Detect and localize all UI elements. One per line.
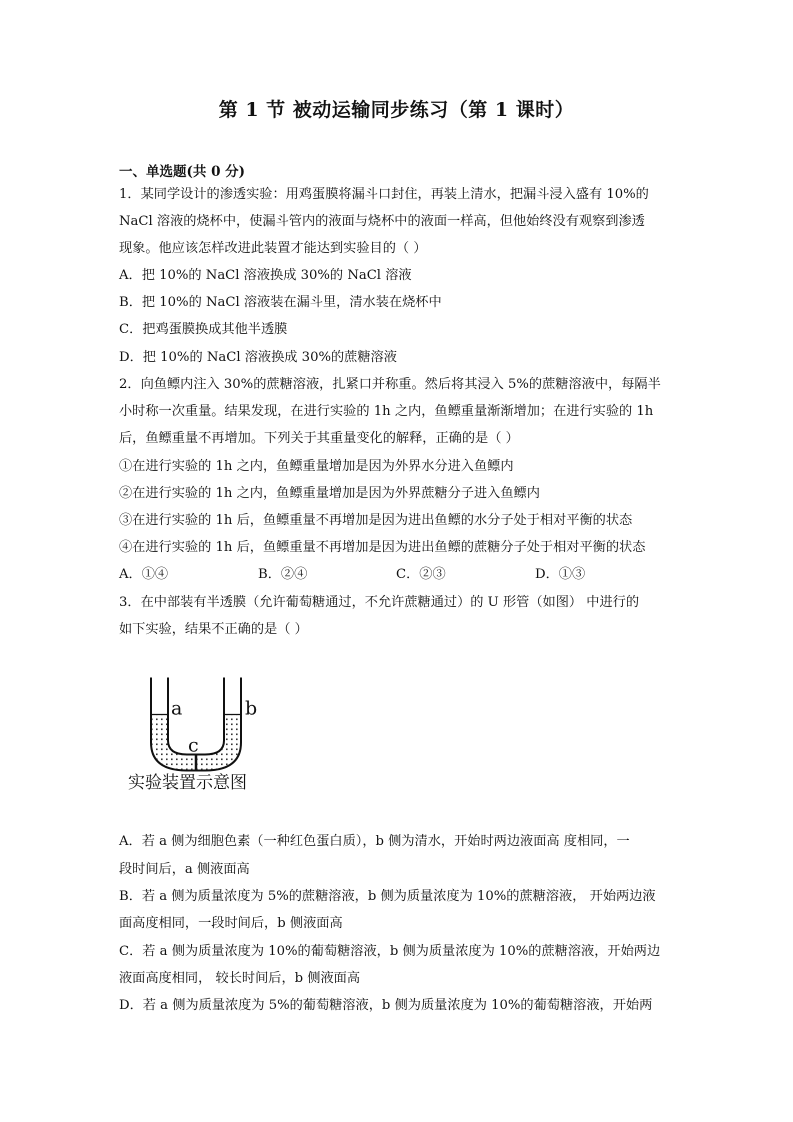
q2-statement-3: ③在进行实验的 1h 后，鱼鳔重量不再增加是因为进出鱼鳔的水分子处于相对平衡的状态 bbox=[119, 513, 633, 528]
q2-line-3: 后，鱼鳔重量不再增加。下列关于其重量变化的解释，正确的是（ ） bbox=[119, 431, 519, 446]
label-a: a bbox=[171, 697, 183, 720]
q3-option-b-line-2: 面高度相同，一段时间后，b 侧液面高 bbox=[119, 916, 343, 931]
q1-option-d: D．把 10%的 NaCl 溶液换成 30%的蔗糖溶液 bbox=[119, 350, 397, 365]
label-b: b bbox=[245, 697, 258, 720]
q3-option-d-line-1: D．若 a 侧为质量浓度为 5%的葡萄糖溶液，b 侧为质量浓度为 10%的葡萄糖溶液，开始两 bbox=[119, 998, 653, 1013]
q2-line-2: 小时称一次重量。结果发现，在进行实验的 1h 之内，鱼鳔重量渐渐增加；在进行实验的 1h bbox=[119, 404, 654, 419]
q2-statement-4: ④在进行实验的 1h 后，鱼鳔重量不再增加是因为进出鱼鳔的蔗糖分子处于相对平衡的状态 bbox=[119, 540, 646, 555]
q3-option-c-line-1: C．若 a 侧为质量浓度为 10%的葡萄糖溶液，b 侧为质量浓度为 10%的蔗糖溶液，开始两边 bbox=[119, 944, 661, 959]
q1-line-2: NaCl 溶液的烧杯中，使漏斗管内的液面与烧杯中的液面一样高，但他始终没有观察到渗透 bbox=[119, 214, 645, 229]
q1-option-a: A．把 10%的 NaCl 溶液换成 30%的 NaCl 溶液 bbox=[119, 268, 412, 283]
q3-line-1: 3．在中部装有半透膜（允许葡萄糖通过，不允许蔗糖通过）的 U 形管（如图） 中进行的 bbox=[119, 595, 640, 610]
q3-option-a-line-1: A．若 a 侧为细胞色素（一种红色蛋白质），b 侧为清水，开始时两边液面高 度相同，一 bbox=[119, 834, 630, 849]
label-c: c bbox=[188, 734, 199, 757]
q1-option-b: B．把 10%的 NaCl 溶液装在漏斗里，清水装在烧杯中 bbox=[119, 295, 442, 310]
q2-statement-2: ②在进行实验的 1h 之内，鱼鳔重量增加是因为外界蔗糖分子进入鱼鳔内 bbox=[119, 486, 540, 501]
figure-caption: 实验装置示意图 bbox=[128, 773, 247, 793]
q2-option-b: B．②④ bbox=[258, 567, 308, 582]
q2-line-1: 2．向鱼鳔内注入 30%的蔗糖溶液，扎紧口并称重。然后将其浸入 5%的蔗糖溶液中，每隔半 bbox=[119, 377, 661, 392]
q3-option-b-line-1: B．若 a 侧为质量浓度为 5%的蔗糖溶液，b 侧为质量浓度为 10%的蔗糖溶液， 开始两边液 bbox=[119, 889, 656, 904]
q2-option-a: A．①④ bbox=[119, 567, 169, 582]
q1-option-c: C．把鸡蛋膜换成其他半透膜 bbox=[119, 322, 288, 337]
q2-option-d: D．①③ bbox=[535, 567, 586, 582]
q3-option-a-line-2: 段时间后，a 侧液面高 bbox=[119, 862, 250, 877]
q3-line-2: 如下实验，结果不正确的是（ ） bbox=[119, 622, 308, 637]
q1-line-1: 1．某同学设计的渗透实验：用鸡蛋膜将漏斗口封住，再装上清水，把漏斗浸入盛有 10%的 bbox=[119, 187, 649, 202]
q3-option-c-line-2: 液面高度相同， 较长时间后，b 侧液面高 bbox=[119, 971, 361, 986]
section-heading: 一、单选题(共 0 分) bbox=[119, 164, 246, 180]
q2-option-c: C．②③ bbox=[396, 567, 446, 582]
q2-statement-1: ①在进行实验的 1h 之内，鱼鳔重量增加是因为外界水分进入鱼鳔内 bbox=[119, 459, 514, 474]
q1-line-3: 现象。他应该怎样改进此装置才能达到实验目的（ ） bbox=[119, 241, 427, 256]
page-title: 第 1 节 被动运输同步练习（第 1 课时） bbox=[218, 99, 575, 121]
